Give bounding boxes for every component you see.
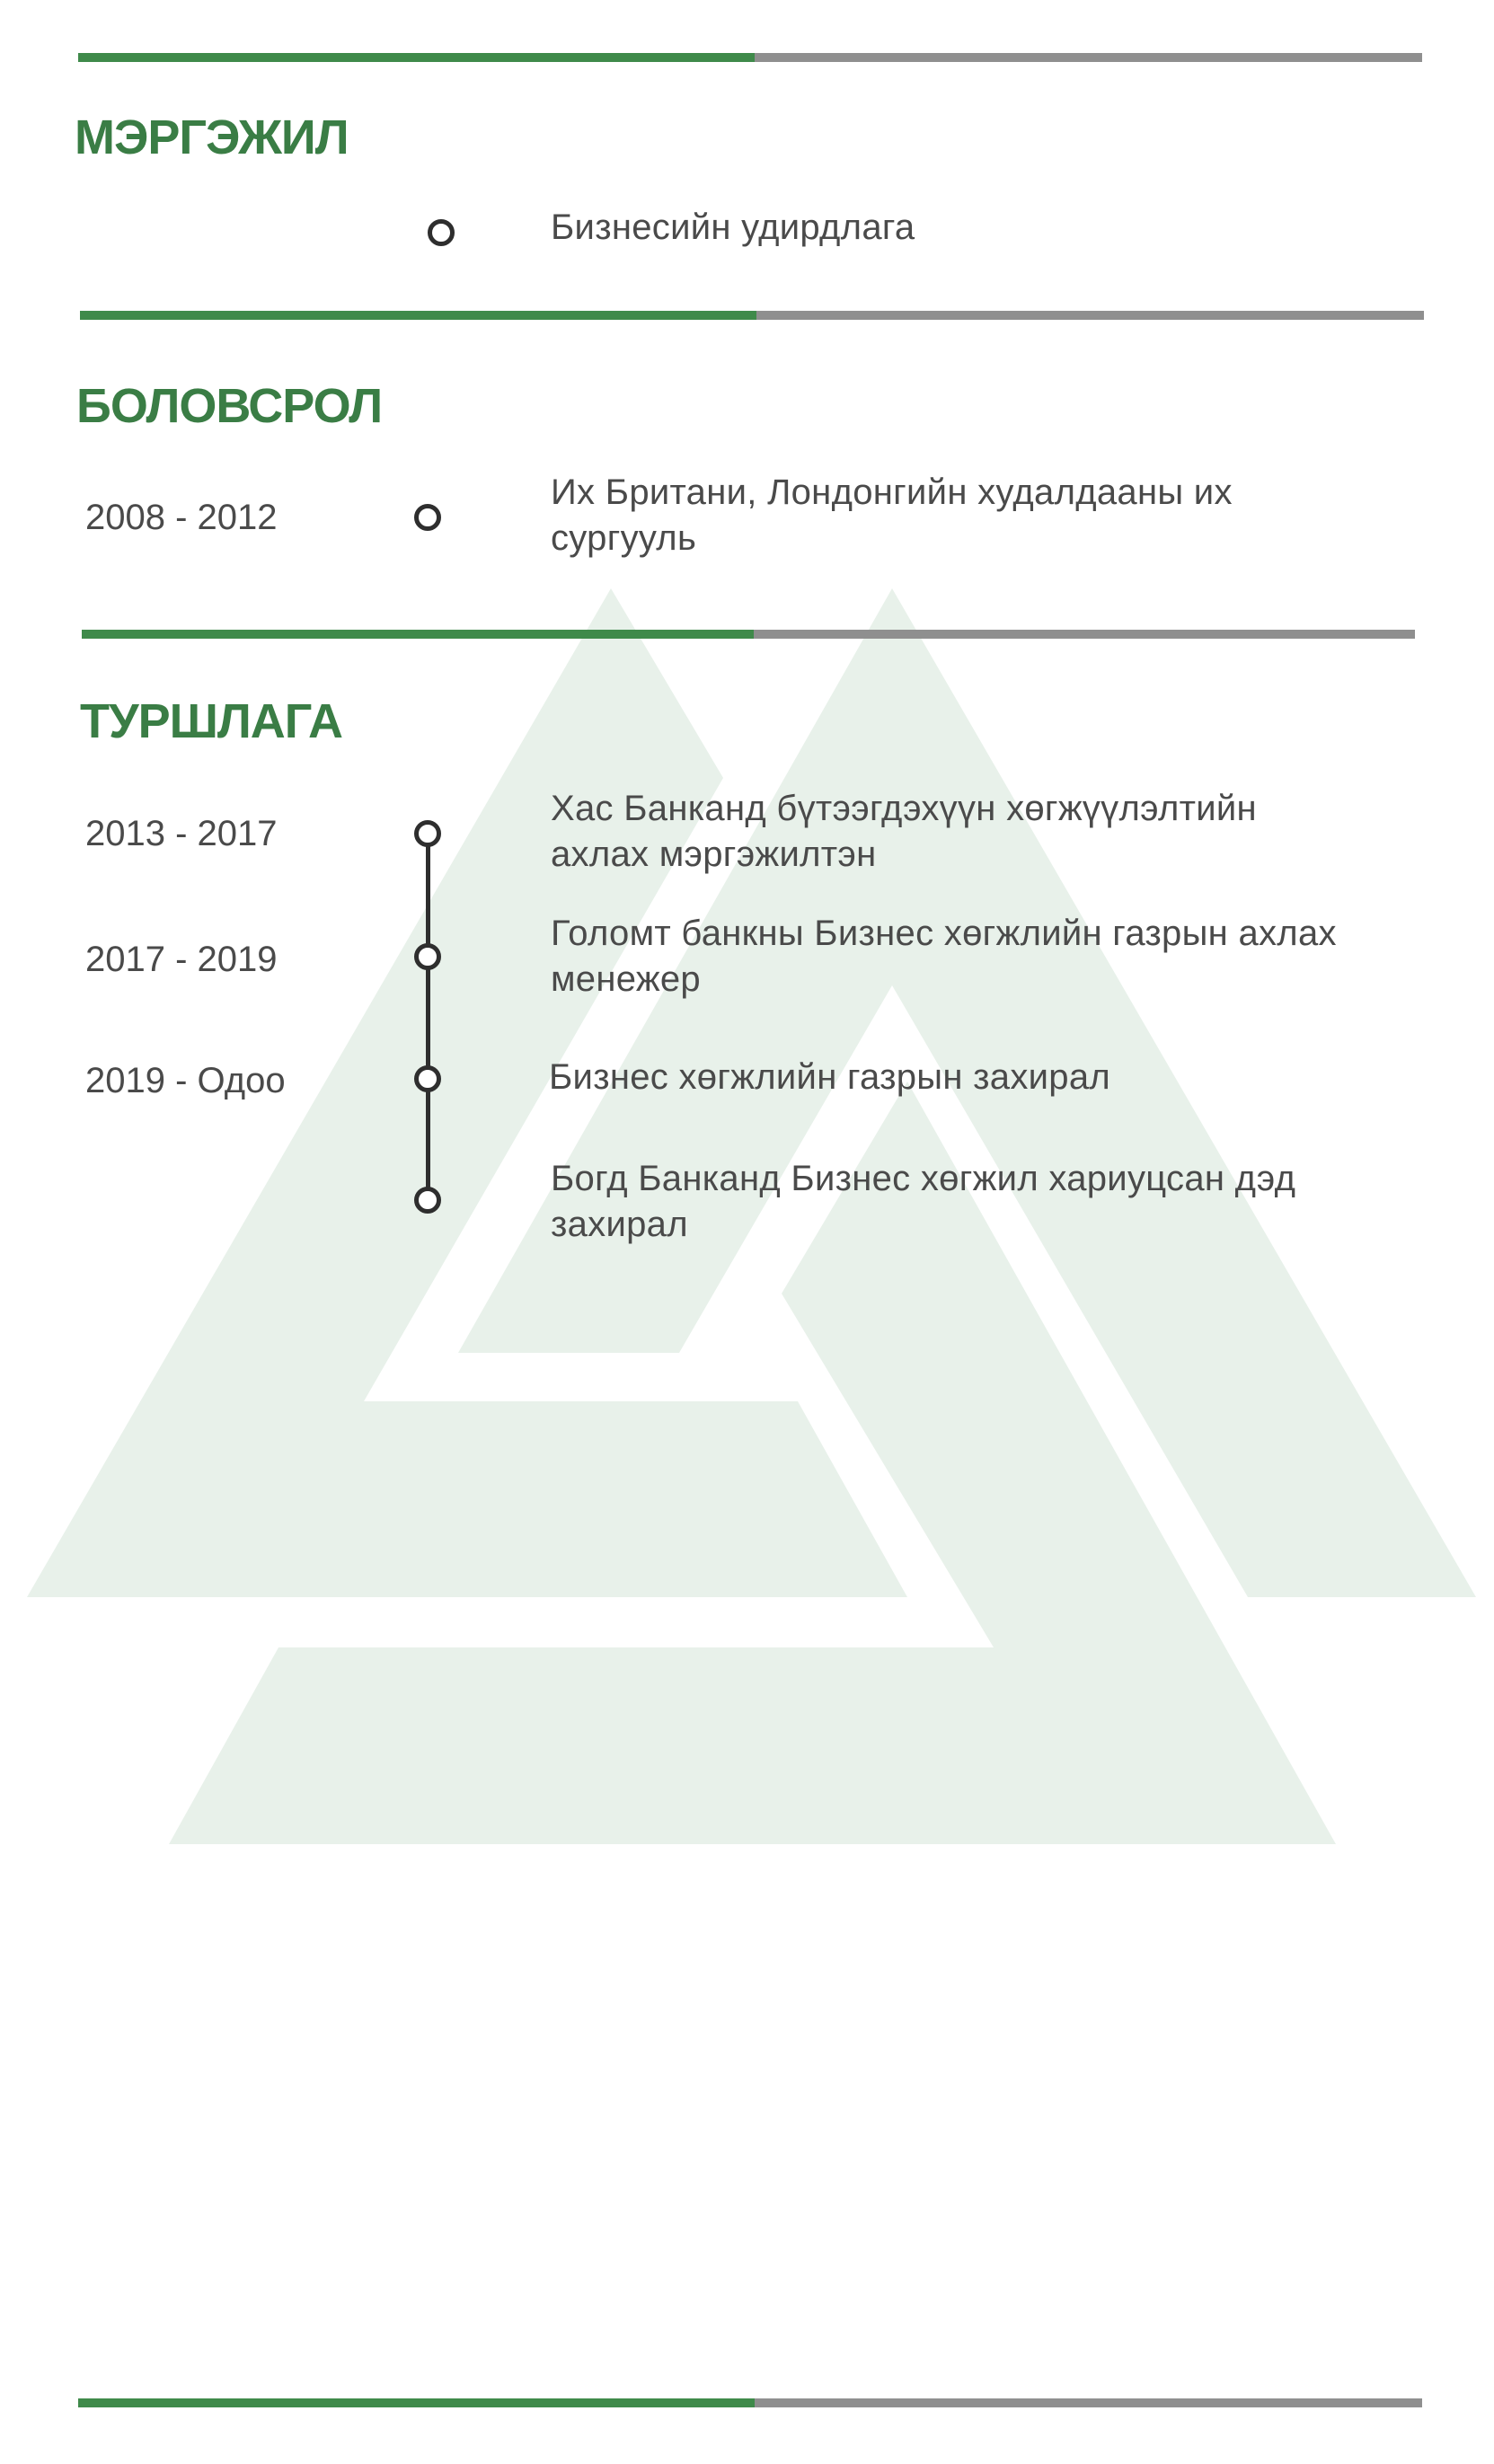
section-divider	[80, 311, 1424, 320]
timeline-dot	[414, 1065, 441, 1092]
education-entry: Их Британи, Лондонгийн худалдааны их сургууль	[551, 472, 1233, 558]
experience-entry: Богд Банканд Бизнес хөгжил хариуцсан дэд захирал	[551, 1159, 1296, 1244]
experience-period: 2013 - 2017	[85, 814, 278, 853]
timeline-dot	[414, 504, 441, 531]
experience-entry: Бизнес хөгжлийн газрын захирал	[549, 1057, 1111, 1097]
timeline-line	[426, 835, 430, 1200]
section-divider	[82, 630, 1415, 639]
experience-entry: Хас Банканд бүтээгдэхүүн хөгжүүлэлтийн ахлах мэргэжилтэн	[551, 789, 1257, 874]
education-period: 2008 - 2012	[85, 498, 278, 537]
section-divider	[78, 2398, 1422, 2407]
timeline-dot	[414, 943, 441, 970]
timeline-dot	[414, 1187, 441, 1214]
profession-entry: Бизнесийн удирдлага	[551, 208, 915, 247]
timeline-dot	[414, 820, 441, 847]
section-title-education: БОЛОВСРОЛ	[76, 379, 383, 433]
timeline-dot	[428, 219, 455, 246]
section-divider	[78, 53, 1422, 62]
experience-entry: Голомт банкны Бизнес хөгжлийн газрын ахлах менежер	[551, 914, 1337, 999]
experience-period: 2019 - Одоо	[85, 1061, 286, 1100]
section-title-experience: ТУРШЛАГА	[80, 694, 342, 748]
section-title-profession: МЭРГЭЖИЛ	[75, 110, 349, 164]
experience-period: 2017 - 2019	[85, 940, 278, 979]
